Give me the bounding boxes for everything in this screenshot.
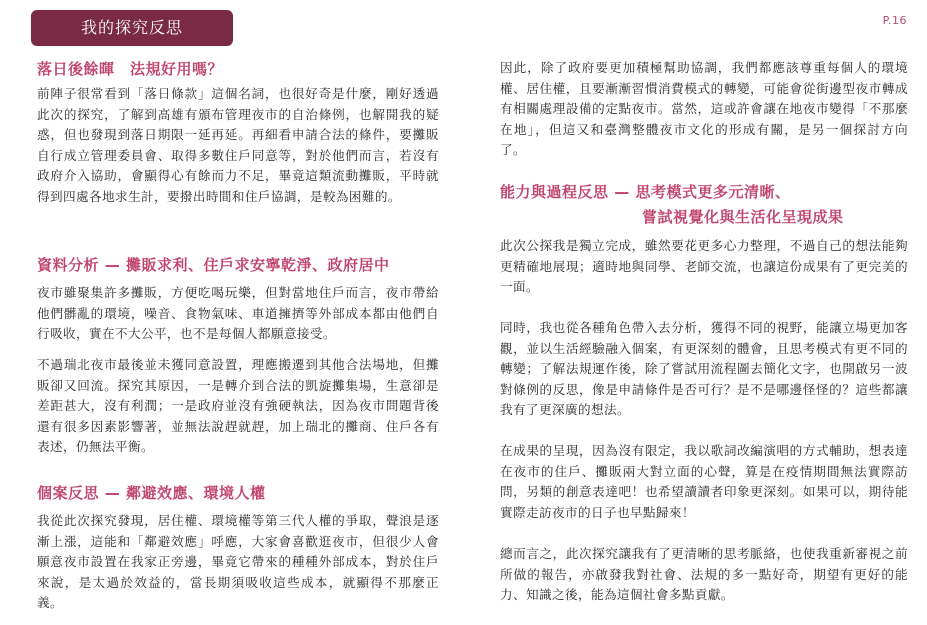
heading-ability-process-line1: 能力與過程反思 — 思考模式更多元清晰、 [500, 183, 791, 201]
paragraph-sunset-clause: 前陣子很常看到「落日條款」這個名詞，也很好奇是什麼，剛好透過此次的探究，了解到高雄有頒布管理夜市的自治條例，也解開我的疑惑，但也發現到落日期限一延再延。再細看申請合法的條件，要攤販自行成立管理委員會、取得多數住戶同意等，對於他們而言，若沒有政府介入協助，會顯得心有餘而力不足，畢竟這類流動攤販，平時就得到四處各地求生計，要撥出時間和住戶協調，是較為困難的。 [37, 86, 439, 204]
heading-ability-process-line2: 嘗試視覺化與生活化呈現成果 [642, 208, 844, 226]
heading-case-reflection: 個案反思 — 鄰避效應、環境人權 [37, 484, 266, 502]
paragraph-data-analysis-1: 夜市雖聚集許多攤販，方便吃喝玩樂，但對當地住戶而言，夜市帶給他們髒亂的環境，噪音、食物氣味、車道擁擠等外部成本都由他們自行吸收，實在不大公平，也不是每個人都願意接受。 [37, 285, 439, 342]
paragraph-ability-3: 在成果的呈現，因為沒有限定，我以歌詞改編演唱的方式輔助，想表達在夜市的住戶、攤販兩大對立面的心聲，算是在疫情期間無法實際訪問，另類的創意表達吧！也希望讀讀者印象更深刻。如果可以，期待能實際走訪夜市的日子也早點歸來！ [500, 443, 908, 520]
paragraph-ability-1: 此次公探我是獨立完成，雖然要花更多心力整理，不過自己的想法能夠更精確地展現；適時地與同學、老師交流，也讓這份成果有了更完美的一面。 [500, 238, 908, 295]
paragraph-data-analysis-2: 不過瑞北夜市最後並未獲同意設置，理應搬遷到其他合法場地，但攤販卻又回流。探究其原因，一是轉介到合法的凱旋攤集場，生意卻是差距甚大，沒有利潤；一是政府並沒有強硬執法，因為夜市問題背後還有很多因素影響著，並無法說趕就趕，加上瑞北的攤商、住戶各有表述，仍無法平衡。 [37, 357, 439, 455]
paragraph-ability-2: 同時，我也從各種角色帶入去分析，獲得不同的視野，能讓立場更加客觀，並以生活經驗融入個案，有更深刻的體會，且思考模式有更不同的轉變；了解法規運作後，除了嘗試用流程圖去簡化文字，也開啟另一波對條例的反思，像是申請條件是否可行？是不是哪邊怪怪的？這些都讓我有了更深廣的想法。 [500, 320, 908, 418]
paragraph-continuation: 因此，除了政府要更加積極幫助協調，我們都應該尊重每個人的環境權、居住權，且要漸漸習慣消費模式的轉變，可能會從街邊型夜市轉成有相關處理設備的定點夜市。當然，這或許會讓在地夜市變得「不那麼在地」，但這又和臺灣整體夜市文化的形成有關，是另一個探討方向了。 [500, 60, 908, 158]
paragraph-case-reflection: 我從此次探究發現，居住權、環境權等第三代人權的爭取，聲浪是逐漸上漲，這能和「鄰避效應」呼應，大家會喜歡逛夜市，但很少人會願意夜市設置在我家正旁邊，畢竟它帶來的種種外部成本，對於住戶來說，是太過於效益的，當長期須吸收這些成本，就顯得不那麼正義。 [37, 513, 439, 611]
section-title-tab: 我的探究反思 [31, 10, 233, 46]
paragraph-ability-4: 總而言之，此次探究讓我有了更清晰的思考脈絡，也使我重新審視之前所做的報告，亦啟發我對社會、法規的多一點好奇，期望有更好的能力、知識之後，能為這個社會多點貢獻。 [500, 546, 908, 603]
page-number: P.16 [882, 14, 907, 27]
heading-data-analysis: 資料分析 — 攤販求利、住戶求安寧乾淨、政府居中 [37, 256, 390, 274]
heading-sunset-clause: 落日後餘暉 法規好用嗎？ [37, 60, 224, 78]
